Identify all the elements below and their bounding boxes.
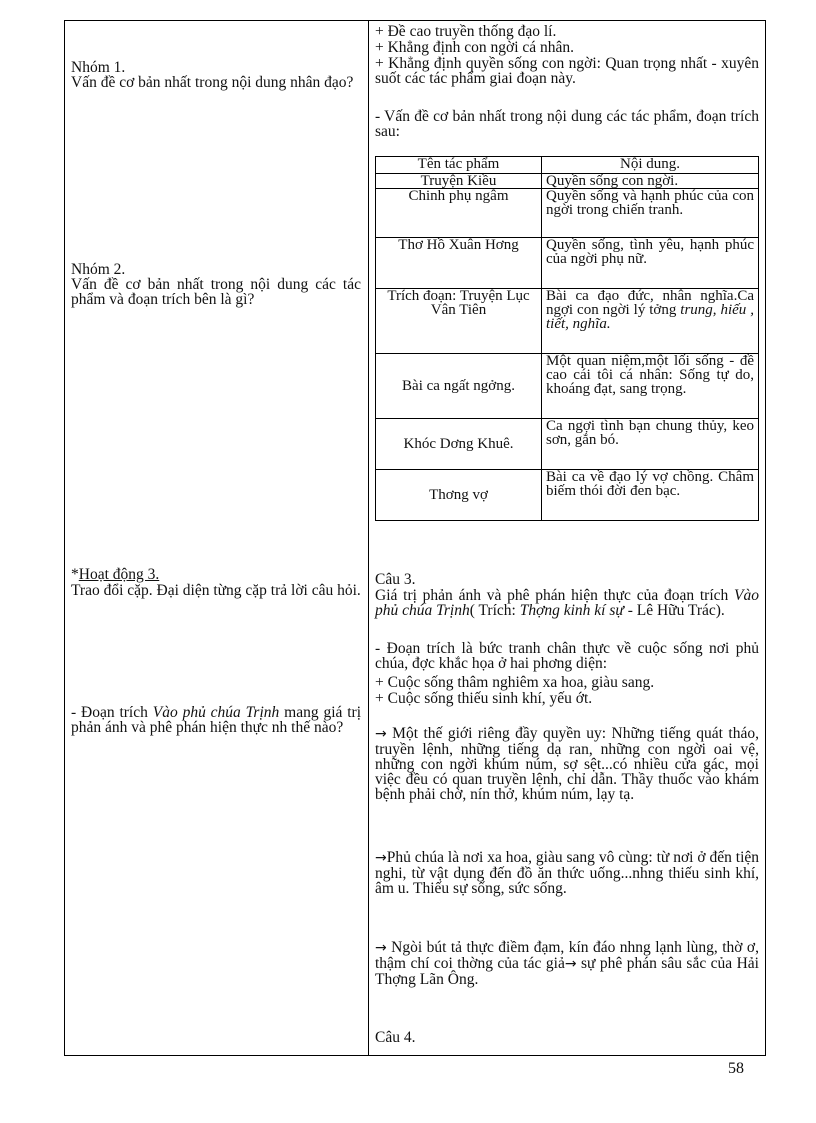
arrow-right-icon: → — [375, 726, 387, 742]
work-cell: Bài ca ngất ngởng. — [376, 354, 542, 419]
content-cell: Quyền sống, tình yêu, hạnh phúc của ngời phụ nữ. — [542, 238, 759, 289]
page-number: 58 — [728, 1060, 744, 1077]
cau3-title: Câu 3. — [375, 571, 416, 588]
paragraph-power: → Một thế giới riêng đầy quyền uy: Những tiếng quát tháo, truyền lệnh, những tiếng dạ ran, những con ngời oai vệ, những con ngời khúm núm, sợ sệt...có nhiều cửa gác, mọi việc đều có quan truyền lệnh, chỉ dẫn. Thầy thuốc vào khám bệnh phải chờ, nín thở, khúm núm, lạy tạ. — [375, 725, 759, 803]
table-row — [376, 189, 759, 238]
arrow-right-icon: → — [564, 956, 577, 972]
group2-question: Vấn đề cơ bản nhất trong nội dung các tác phẩm và đoạn trích bên là gì? — [71, 276, 361, 308]
cau3-summary: - Đoạn trích là bức tranh chân thực về cuộc sống nơi phủ chúa, đợc khắc họa ở hai phơng diện: — [375, 640, 759, 672]
bullet-right-to-live: + Khẳng định quyền sống con ngời: Quan trọng nhất - xuyên suốt các tác phẩm giai đoạn này. — [375, 55, 759, 87]
group2-title: Nhóm 2. — [71, 261, 126, 278]
activity3-heading: *Hoạt động 3. — [71, 566, 160, 583]
table-row — [376, 419, 759, 470]
content-cell: Quyền sống con ngời. — [542, 174, 759, 189]
column-divider — [368, 20, 369, 1056]
table-row — [376, 174, 759, 189]
content-cell: Quyền sống và hạnh phúc của con ngời trong chiến tranh. — [542, 189, 759, 238]
cau3-work-title: Vào phủ chúa Trịnh — [375, 587, 759, 619]
work-cell: Truyện Kiều — [376, 174, 542, 189]
content-cell: Ca ngợi tình bạn chung thủy, keo sơn, gắn bó. — [542, 419, 759, 470]
work-cell: Thơng vợ — [376, 470, 542, 521]
table-intro: - Vấn đề cơ bản nhất trong nội dung các tác phẩm, đoạn trích sau: — [375, 108, 759, 140]
work-cell: Trích đoạn: Truyện Lục Vân Tiên — [376, 289, 542, 354]
cau3-bullet-luxury: + Cuộc sống thâm nghiêm xa hoa, giàu sang. — [375, 674, 655, 691]
paragraph-style: → Ngòi bút tả thực điềm đạm, kín đáo nhng lạnh lùng, thờ ơ, thậm chí coi thờng của tác giả→ sự phê phán sâu sắc của Hải Thợng Lãn Ông. — [375, 939, 759, 988]
header-content: Nội dung. — [542, 157, 759, 174]
table-row — [376, 470, 759, 521]
paragraph-luxury: →Phủ chúa là nơi xa hoa, giàu sang vô cùng: từ nơi ở đến tiện nghi, từ vật dụng đến đồ ăn thức uống...nhng thiếu sinh khí, âm u. Thiếu sự sống, sức sống. — [375, 849, 759, 897]
arrow-right-icon: → — [375, 850, 387, 866]
content-cell: Một quan niệm,một lối sống - đề cao cái tôi cá nhân: Sống tự do, khoáng đạt, sang trọng. — [542, 354, 759, 419]
work-cell: Chinh phụ ngâm — [376, 189, 542, 238]
table-header-row — [376, 157, 759, 174]
cau4-title: Câu 4. — [375, 1029, 416, 1046]
table-row — [376, 238, 759, 289]
arrow-right-icon: → — [375, 940, 387, 956]
group1-title: Nhóm 1. — [71, 59, 126, 76]
work-cell: Khóc Dơng Khuê. — [376, 419, 542, 470]
content-cell: Bài ca đạo đức, nhân nghĩa.Ca ngợi con ngời lý tởng trung, hiếu , tiết, nghĩa. — [542, 289, 759, 354]
activity3-title: Hoạt động 3. — [78, 566, 160, 583]
cau3-book-title: Thợng kinh kí sự — [519, 602, 624, 619]
cau3-intro: Giá trị phản ánh và phê phán hiện thực của đoạn trích Vào phủ chúa Trịnh( Trích: Thợng kinh kí sự - Lê Hữu Trác). — [375, 587, 759, 619]
question-text: - Đoạn trích Vào phủ chúa Trịnh mang giá trị phản ánh và phê phán hiện thực nh thế nào? — [71, 704, 362, 736]
works-table — [375, 156, 759, 521]
bullet-individual: + Khẳng định con ngời cá nhân. — [375, 39, 575, 56]
bullet-tradition: + Đề cao truyền thống đạo lí. — [375, 23, 557, 40]
cau3-bullet-lifeless: + Cuộc sống thiếu sinh khí, yếu ớt. — [375, 690, 593, 707]
question-work-title: Vào phủ chúa Trịnh — [152, 704, 280, 721]
group1-question: Vấn đề cơ bản nhất trong nội dung nhân đạo? — [71, 74, 354, 91]
table-row — [376, 289, 759, 354]
work-cell: Thơ Hồ Xuân Hơng — [376, 238, 542, 289]
header-work: Tên tác phẩm — [376, 157, 542, 174]
table-row — [376, 354, 759, 419]
content-cell: Bài ca về đạo lý vợ chồng. Châm biếm thói đời đen bạc. — [542, 470, 759, 521]
activity3-text: Trao đổi cặp. Đại diện từng cặp trả lời câu hỏi. — [71, 582, 361, 599]
